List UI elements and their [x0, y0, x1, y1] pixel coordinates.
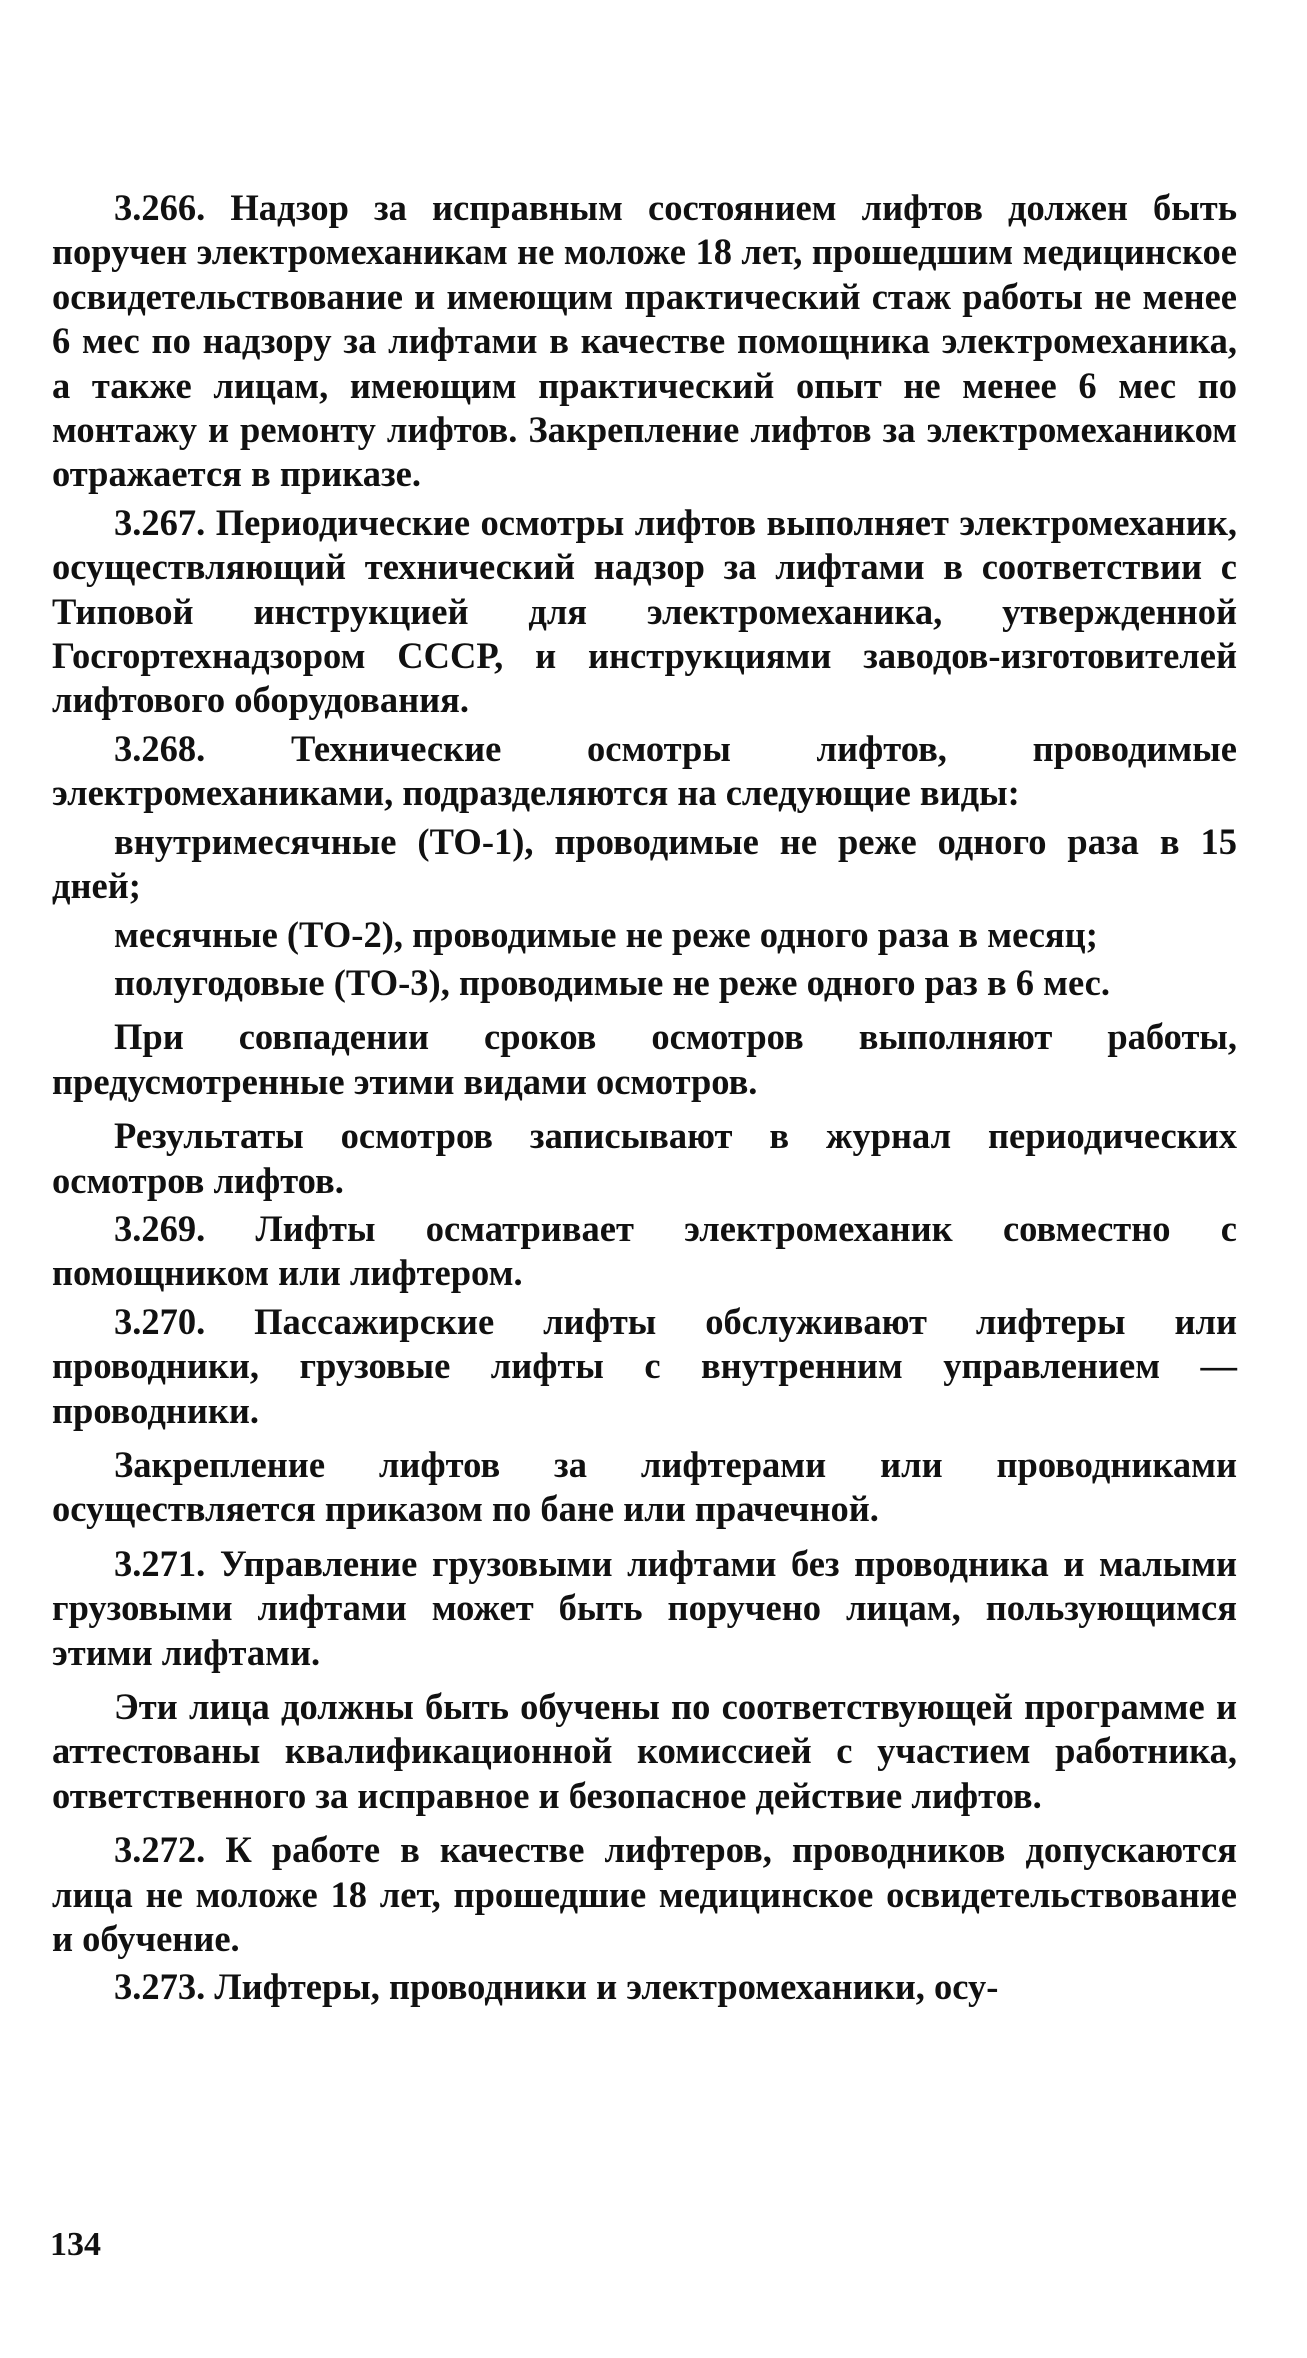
page-number: 134 — [50, 2226, 101, 2263]
paragraph-3-271: 3.271. Управление грузовыми лифтами без проводника и малыми грузовыми лифтами может быть поручено лицам, пользующимся этими лифтами. — [52, 1542, 1237, 1673]
paragraph-3-272: 3.272. К работе в качестве лифтеров, проводников допускаются лица не моложе 18 лет, прошедшие медицинское освидетельствование и обучение. — [52, 1829, 1237, 1960]
list-item-to-2: месячные (ТО-2), проводимые не реже одного раза в месяц; — [114, 913, 1098, 955]
paragraph-3-270: 3.270. Пассажирские лифты обслуживают лифтеры или проводники, грузовые лифты с внутренним управлением — проводники. — [52, 1300, 1237, 1431]
paragraph-assignment: Закрепление лифтов за лифтерами или проводниками осуществляется приказом по бане или прачечной. — [52, 1443, 1237, 1530]
paragraph-3-269: 3.269. Лифты осматривает электромеханик совместно с помощником или лифтером. — [52, 1207, 1237, 1294]
paragraph-3-266: 3.266. Надзор за исправным состоянием лифтов должен быть поручен электромеханикам не моложе 18 лет, прошедшим медицинское освидетельствование и имеющим практический стаж работы не менее 6 мес по надзору за лифтами в качестве помощника электромеханика, а также лицам, имеющим практический опыт не менее 6 мес по монтажу и ремонту лифтов. Закрепление лифтов за электромехаником отражается в приказе. — [52, 187, 1237, 495]
list-item-to-1: внутримесячные (ТО-1), проводимые не реже одного раза в 15 дней; — [52, 820, 1237, 907]
paragraph-coincidence: При совпадении сроков осмотров выполняют работы, предусмотренные этими видами осмотров. — [52, 1016, 1237, 1102]
paragraph-training: Эти лица должны быть обучены по соответствующей программе и аттестованы квалификационной комиссией с участием работника, ответственного за исправное и безопасное действие лифтов. — [52, 1686, 1237, 1816]
paragraph-3-273: 3.273. Лифтеры, проводники и электромеханики, осу- — [114, 1966, 999, 2008]
paragraph-3-268: 3.268. Технические осмотры лифтов, проводимые электромеханиками, подразделяются на следующие виды: — [52, 727, 1237, 814]
list-item-to-3: полугодовые (ТО-3), проводимые не реже одного раз в 6 мес. — [114, 961, 1110, 1003]
paragraph-results: Результаты осмотров записывают в журнал периодических осмотров лифтов. — [52, 1115, 1237, 1201]
paragraph-3-267: 3.267. Периодические осмотры лифтов выполняет электромеханик, осуществляющий технический надзор за лифтами в соответствии с Типовой инструкцией для электромеханика, утвержденной Госгортехнадзором СССР, и инструкциями заводов-изготовителей лифтового оборудования. — [52, 501, 1237, 721]
document-page — [52, 186, 1237, 2014]
